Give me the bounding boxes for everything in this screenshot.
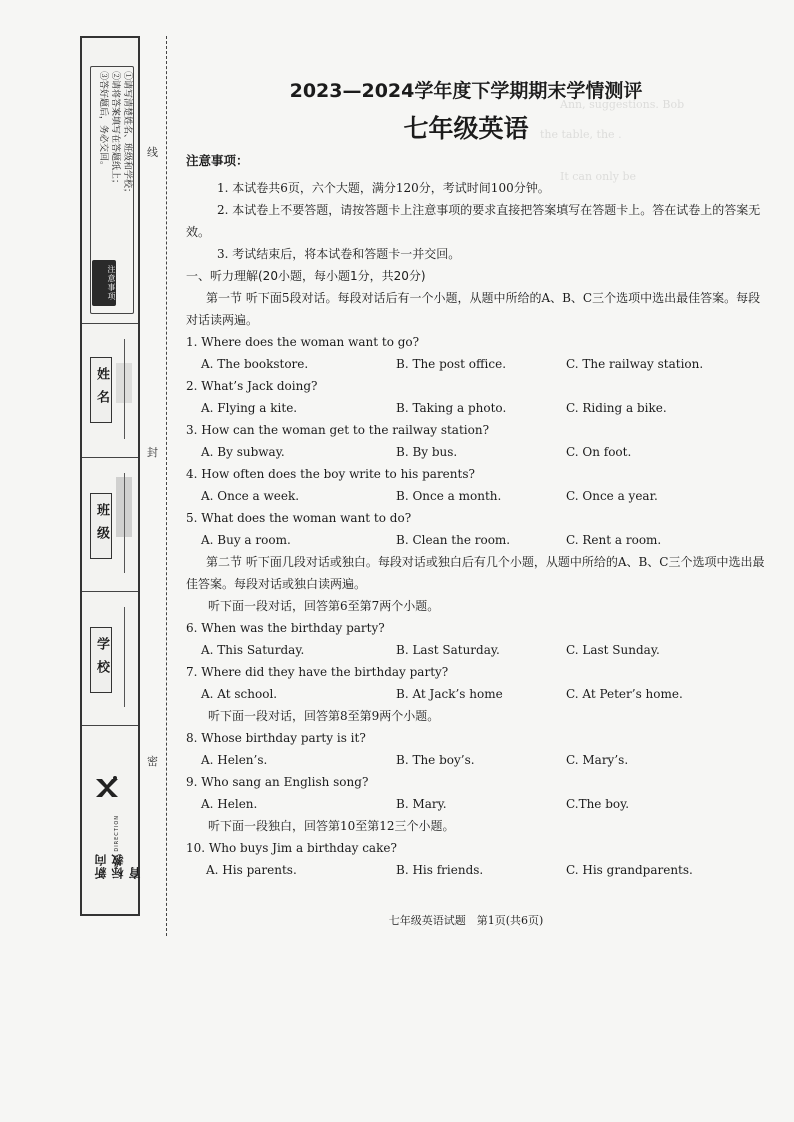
option-b[interactable]: B. Last Saturday. [396,643,500,657]
binding-note: ②请将答案填写在答题纸上； [110,71,120,189]
options-row [186,529,766,551]
option-a[interactable]: A. Helen. [201,797,258,811]
option-a[interactable]: A. This Saturday. [201,643,305,657]
question: 4. How often does the boy write to his parents? [186,467,475,481]
section2-instructions: 第二节 听下面几段对话或独白。每段对话或独白后有几个小题，从题中所给的A、B、C三个选项中选出最佳答案。每段对话或独白读两遍。 [186,555,765,591]
school-write-line[interactable] [124,607,125,707]
school-label: 学校 [90,627,112,693]
question: 2. What’s Jack doing? [186,379,318,393]
question: 8. Whose birthday party is it? [186,731,366,745]
binding-notes-cell [82,38,138,324]
option-b[interactable]: B. His friends. [396,863,484,877]
option-a[interactable]: A. By subway. [201,445,285,459]
name-label: 姓名 [90,357,112,423]
option-a[interactable]: A. Helen’s. [201,753,268,767]
cut-line [166,36,167,936]
binding-logo-cell [82,725,142,915]
listening-intro: 听下面一段对话，回答第6至第7两个小题。 [208,599,440,613]
exam-content [186,76,766,881]
binding-note: ①请写清楚姓名、班级和学校； [122,71,132,198]
notice-item: 2. 本试卷上不要答题，请按答题卡上注意事项的要求直接把答案填写在答题卡上。答在试卷上的答案无效。 [186,203,761,239]
binding-class-cell [82,457,138,592]
section1-instructions: 第一节 听下面5段对话。每段对话后有一个小题，从题中所给的A、B、C三个选项中选出最佳答案。每段对话读两遍。 [186,291,761,327]
option-c[interactable]: C. The railway station. [566,357,704,371]
option-b[interactable]: B. Once a month. [396,489,502,503]
cut-word-line: 线 [147,146,158,159]
question: 1. Where does the woman want to go? [186,335,420,349]
question: 7. Where did they have the birthday party? [186,665,449,679]
option-a[interactable]: A. The bookstore. [201,357,309,371]
option-a[interactable]: A. Once a week. [201,489,300,503]
option-c[interactable]: C. Mary’s. [566,753,629,767]
class-label: 班级 [90,493,112,559]
cut-word-seal: 封 [147,446,158,459]
options-row [186,793,766,815]
question: 9. Who sang an English song? [186,775,369,789]
notice-heading: 注意事项： [186,153,249,168]
options-row [186,485,766,507]
option-b[interactable]: B. Clean the room. [396,533,511,547]
question: 3. How can the woman get to the railway station? [186,423,490,437]
option-c[interactable]: C. Rent a room. [566,533,662,547]
binding-notes-tag: 注意事项 [92,260,116,306]
notice-item: 1. 本试卷共6页，六个大题，满分120分，考试时间100分钟。 [217,181,550,195]
scan-smudge [116,477,132,537]
binding-school-cell [82,591,138,726]
option-a[interactable]: A. Buy a room. [201,533,291,547]
option-c[interactable]: C. Riding a bike. [566,401,667,415]
option-a[interactable]: A. At school. [201,687,278,701]
option-b[interactable]: B. The post office. [396,357,507,371]
cut-word-secret: 密 [147,755,158,768]
option-c[interactable]: C. His grandparents. [566,863,693,877]
option-c[interactable]: C. At Peter’s home. [566,687,683,701]
bleed-through-text: Ann, suggestions. Bob [560,98,685,111]
option-c[interactable]: C. Last Sunday. [566,643,660,657]
option-b[interactable]: B. At Jack’s home [396,687,503,701]
bleed-through-text: the table, the . [540,128,622,141]
scan-smudge [116,363,132,403]
option-b[interactable]: B. Mary. [396,797,447,811]
page-footer: 七年级英语试题 第1页(共6页) [388,914,544,927]
option-a[interactable]: A. Flying a kite. [201,401,298,415]
option-b[interactable]: B. Taking a photo. [396,401,507,415]
publisher-logo-subtext: NEW DIRECTION [114,815,120,870]
question: 10. Who buys Jim a birthday cake? [186,841,397,855]
bleed-through-text: It can only be [560,170,637,183]
exam-subtitle: 七年级英语 [403,114,529,143]
options-row [186,397,766,419]
options-row [186,353,766,375]
option-a[interactable]: A. His parents. [206,863,297,877]
binding-strip [80,36,140,916]
listening-intro: 听下面一段独白，回答第10至第12三个小题。 [208,819,455,833]
option-c[interactable]: C. On foot. [566,445,632,459]
options-row [186,441,766,463]
listening-intro: 听下面一段对话，回答第8至第9两个小题。 [208,709,440,723]
options-row [186,749,766,771]
options-row [186,639,766,661]
exam-title: 2023—2024学年度下学期期末学情测评 [289,80,643,102]
binding-name-cell [82,323,138,458]
option-b[interactable]: B. The boy’s. [396,753,475,767]
option-c[interactable]: C. Once a year. [566,489,658,503]
publisher-logo-icon [94,775,120,801]
options-row [186,859,766,881]
publisher-logo-text: 新向标教育 [94,853,142,879]
option-b[interactable]: B. By bus. [396,445,458,459]
options-row [186,683,766,705]
option-c[interactable]: C.The boy. [566,797,630,811]
part1-heading: 一、听力理解(20小题，每小题1分，共20分) [186,269,426,283]
notice-item: 3. 考试结束后，将本试卷和答题卡一并交回。 [217,247,461,261]
question: 6. When was the birthday party? [186,621,385,635]
binding-note: ③答好题后，务必交回。 [98,71,108,171]
question: 5. What does the woman want to do? [186,511,412,525]
publisher-logo [88,739,142,879]
